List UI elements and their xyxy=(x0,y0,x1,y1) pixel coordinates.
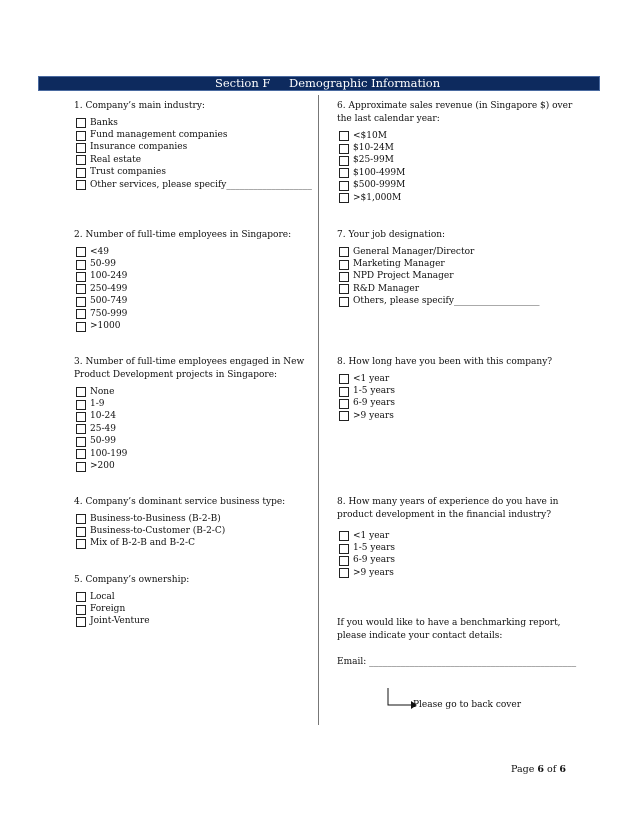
option-row xyxy=(339,246,577,258)
option-row xyxy=(339,385,577,397)
page-number xyxy=(511,764,566,775)
option-label: <1 year xyxy=(353,530,390,541)
checkbox[interactable] xyxy=(76,168,86,178)
question-text: 7. Your job designation: xyxy=(337,230,446,240)
option-row xyxy=(76,179,314,191)
option-label: 50-99 xyxy=(90,436,116,447)
option-label: Others, please specify___________________ xyxy=(353,296,540,307)
question-2 xyxy=(74,229,314,333)
option-label: Other services, please specify___________________ xyxy=(90,179,312,190)
option-label: 250-499 xyxy=(90,283,128,294)
option-label: <$10M xyxy=(353,130,387,141)
option-label: >$1,000M xyxy=(353,192,402,203)
option-label: 100-249 xyxy=(90,271,128,282)
option-row xyxy=(76,271,314,283)
option-row xyxy=(339,142,577,154)
option-label: Real estate xyxy=(90,154,142,165)
question-8-tenure xyxy=(337,356,577,423)
checkbox[interactable] xyxy=(76,617,86,627)
option-label: <1 year xyxy=(353,373,390,384)
option-label: 50-99 xyxy=(90,259,116,270)
checkbox[interactable] xyxy=(339,284,349,294)
option-row xyxy=(339,283,577,295)
checkbox[interactable] xyxy=(76,131,86,141)
option-row xyxy=(339,296,577,308)
option-label: None xyxy=(90,386,115,397)
checkbox[interactable] xyxy=(76,309,86,319)
checkbox[interactable] xyxy=(76,514,86,524)
checkbox[interactable] xyxy=(76,260,86,270)
checkbox[interactable] xyxy=(76,539,86,549)
checkbox[interactable] xyxy=(76,180,86,190)
option-row xyxy=(76,246,314,258)
checkbox[interactable] xyxy=(76,387,86,397)
checkbox[interactable] xyxy=(76,527,86,537)
option-label: Local xyxy=(90,591,115,602)
question-4 xyxy=(74,496,314,550)
question-text: 4. Company’s dominant service business type: xyxy=(74,497,286,507)
option-row xyxy=(339,130,577,142)
option-label: Foreign xyxy=(90,604,126,615)
checkbox[interactable] xyxy=(76,247,86,257)
checkbox[interactable] xyxy=(339,247,349,257)
option-row xyxy=(339,398,577,410)
option-label: Marketing Manager xyxy=(353,259,445,270)
checkbox[interactable] xyxy=(76,449,86,459)
checkbox[interactable] xyxy=(339,411,349,421)
checkbox[interactable] xyxy=(76,272,86,282)
question-text: 5. Company’s ownership: xyxy=(74,575,190,585)
option-row xyxy=(339,555,577,567)
of-label: of xyxy=(547,764,557,775)
current-page: 6 xyxy=(537,764,544,775)
option-row xyxy=(76,423,314,435)
checkbox[interactable] xyxy=(339,144,349,154)
option-label: Fund management companies xyxy=(90,130,228,141)
question-text: 1. Company’s main industry: xyxy=(74,101,205,111)
question-7 xyxy=(337,229,577,308)
option-row xyxy=(339,373,577,385)
question-3 xyxy=(74,356,314,473)
option-label: 750-999 xyxy=(90,308,128,319)
option-row xyxy=(76,591,314,603)
checkbox[interactable] xyxy=(76,284,86,294)
option-label: 1-9 xyxy=(90,399,105,410)
question-8-experience xyxy=(337,496,577,580)
option-label: Business-to-Business (B-2-B) xyxy=(90,513,221,524)
checkbox[interactable] xyxy=(76,437,86,447)
option-label: Insurance companies xyxy=(90,142,188,153)
option-label: 500-749 xyxy=(90,296,128,307)
checkbox[interactable] xyxy=(76,297,86,307)
checkbox[interactable] xyxy=(339,568,349,578)
option-label: Banks xyxy=(90,117,118,128)
question-5 xyxy=(74,574,314,628)
section-header xyxy=(38,76,600,91)
option-label: 6-9 years xyxy=(353,555,396,566)
option-row xyxy=(339,155,577,167)
checkbox[interactable] xyxy=(76,155,86,165)
option-row xyxy=(76,129,314,141)
option-row xyxy=(76,283,314,295)
option-row xyxy=(339,192,577,204)
option-row xyxy=(339,542,577,554)
option-label: 6-9 years xyxy=(353,398,396,409)
option-row xyxy=(76,513,314,525)
option-label: 100-199 xyxy=(90,448,128,459)
option-label: <49 xyxy=(90,246,109,257)
question-text: 8. How long have you been with this company? xyxy=(337,357,553,367)
option-row xyxy=(76,525,314,537)
option-row xyxy=(76,296,314,308)
checkbox[interactable] xyxy=(76,412,86,422)
option-row xyxy=(339,167,577,179)
section-label: Section F xyxy=(215,76,271,90)
question-text: 8. How many years of experience do you have in product development in the financial industry? xyxy=(337,497,559,520)
option-row xyxy=(76,538,314,550)
option-row xyxy=(76,411,314,423)
option-label: $10-24M xyxy=(353,143,394,154)
checkbox[interactable] xyxy=(339,260,349,270)
section-title: Demographic Information xyxy=(289,76,441,90)
option-label: >1000 xyxy=(90,321,121,332)
checkbox[interactable] xyxy=(339,399,349,409)
option-row xyxy=(339,271,577,283)
option-row xyxy=(339,258,577,270)
checkbox[interactable] xyxy=(76,322,86,332)
email-field[interactable]: Email: ______________________________________________ xyxy=(337,657,577,667)
checkbox[interactable] xyxy=(339,297,349,307)
checkbox[interactable] xyxy=(339,272,349,282)
column-divider xyxy=(318,95,319,725)
option-row xyxy=(76,117,314,129)
option-label: 1-5 years xyxy=(353,543,396,554)
option-label: >200 xyxy=(90,461,115,472)
option-label: 1-5 years xyxy=(353,386,396,397)
option-row xyxy=(76,603,314,615)
benchmark-note: If you would like to have a benchmarking report, please indicate your contact details: xyxy=(337,618,561,641)
option-label: R&D Manager xyxy=(353,283,419,294)
option-label: Business-to-Customer (B-2-C) xyxy=(90,526,226,537)
option-row xyxy=(339,530,577,542)
option-row xyxy=(76,320,314,332)
checkbox[interactable] xyxy=(76,605,86,615)
checkbox[interactable] xyxy=(339,374,349,384)
checkbox[interactable] xyxy=(339,156,349,166)
checkbox[interactable] xyxy=(339,556,349,566)
option-label: $100-499M xyxy=(353,167,406,178)
checkbox[interactable] xyxy=(339,131,349,141)
option-row xyxy=(76,398,314,410)
checkbox[interactable] xyxy=(76,118,86,128)
checkbox[interactable] xyxy=(339,544,349,554)
checkbox[interactable] xyxy=(339,387,349,397)
option-row xyxy=(76,258,314,270)
option-row xyxy=(339,180,577,192)
page-label: Page xyxy=(511,764,535,775)
option-row xyxy=(76,154,314,166)
back-cover-note: Please go to back cover xyxy=(413,700,522,710)
option-label: Mix of B-2-B and B-2-C xyxy=(90,538,195,549)
checkbox[interactable] xyxy=(339,193,349,203)
option-label: General Manager/Director xyxy=(353,246,475,257)
option-row xyxy=(76,616,314,628)
checkbox[interactable] xyxy=(76,143,86,153)
option-row xyxy=(76,386,314,398)
total-pages: 6 xyxy=(559,764,566,775)
checkbox[interactable] xyxy=(76,400,86,410)
checkbox[interactable] xyxy=(339,168,349,178)
question-text: 6. Approximate sales revenue (in Singapore $) over the last calendar year: xyxy=(337,101,573,124)
option-row xyxy=(76,308,314,320)
checkbox[interactable] xyxy=(76,592,86,602)
option-label: Trust companies xyxy=(90,167,166,178)
option-label: >9 years xyxy=(353,567,394,578)
option-label: $500-999M xyxy=(353,180,406,191)
option-row xyxy=(76,436,314,448)
option-label: Joint-Venture xyxy=(90,616,150,627)
question-text: 3. Number of full-time employees engaged in New Product Development projects in Singapore: xyxy=(74,357,305,380)
option-label: 10-24 xyxy=(90,411,116,422)
question-6 xyxy=(337,100,577,204)
option-row xyxy=(76,167,314,179)
checkbox[interactable] xyxy=(339,531,349,541)
option-label: 25-49 xyxy=(90,423,116,434)
option-row xyxy=(76,448,314,460)
question-1 xyxy=(74,100,314,191)
checkbox[interactable] xyxy=(76,462,86,472)
option-row xyxy=(76,142,314,154)
question-text: 2. Number of full-time employees in Singapore: xyxy=(74,230,292,240)
option-row xyxy=(339,567,577,579)
option-row xyxy=(76,460,314,472)
checkbox[interactable] xyxy=(76,424,86,434)
option-label: $25-99M xyxy=(353,155,394,166)
checkbox[interactable] xyxy=(339,181,349,191)
option-label: NPD Project Manager xyxy=(353,271,454,282)
option-row xyxy=(339,410,577,422)
option-label: >9 years xyxy=(353,410,394,421)
